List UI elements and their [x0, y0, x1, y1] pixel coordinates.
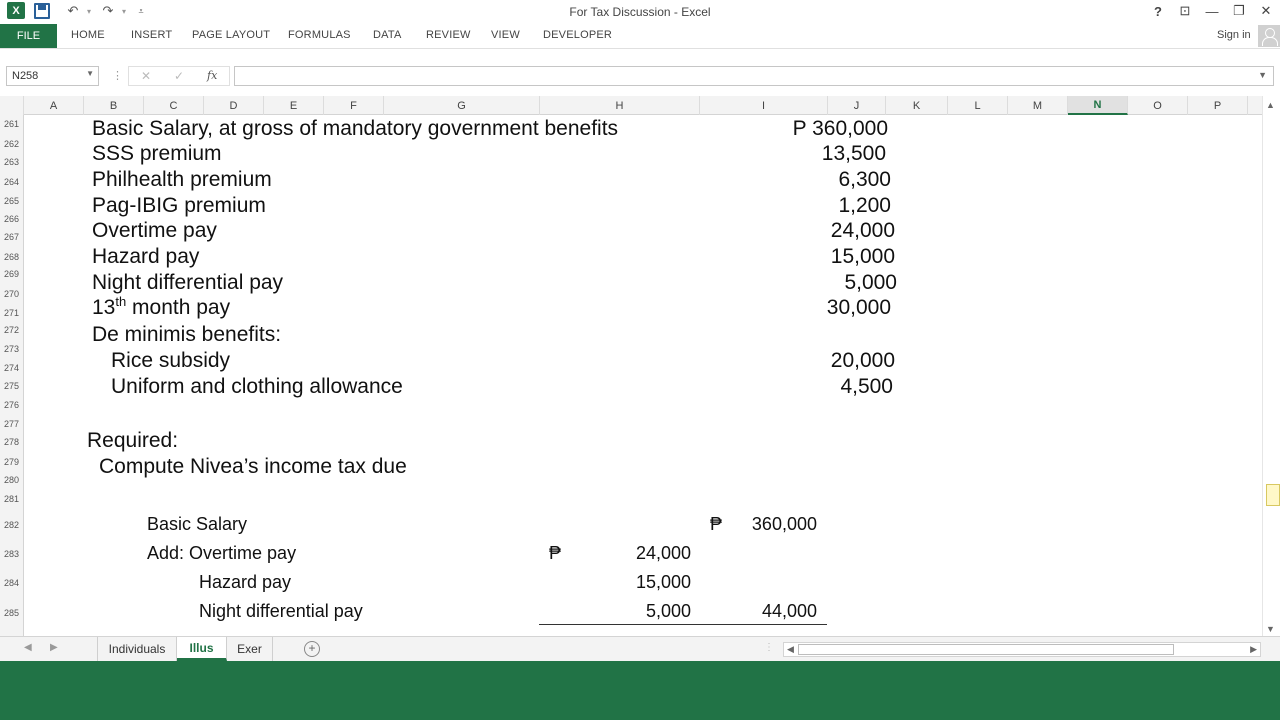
hazard-label: Hazard pay [199, 572, 292, 592]
peso-sign: ₱ [710, 514, 723, 534]
tab-formulas[interactable]: FORMULAS [288, 29, 351, 41]
item-amount: 13,500 [821, 142, 886, 165]
row-header[interactable]: 271 [3, 308, 20, 318]
row-header[interactable]: 281 [3, 494, 20, 504]
item-label: Basic Salary, at gross of mandatory government benefits [92, 117, 619, 140]
title-bar [0, 0, 1280, 24]
tab-home[interactable]: HOME [71, 29, 105, 41]
scroll-right-icon[interactable]: ▶ [1250, 644, 1257, 654]
overtime-amount: 24,000 [635, 543, 691, 563]
tab-file[interactable]: FILE [0, 24, 57, 48]
row-header[interactable]: 282 [3, 520, 20, 530]
row-header[interactable]: 277 [3, 419, 20, 429]
scroll-down-icon[interactable]: ▼ [1266, 624, 1275, 634]
close-icon[interactable]: ✕ [1260, 3, 1272, 18]
horizontal-scrollbar[interactable] [783, 642, 1261, 657]
formula-buttons [128, 66, 230, 86]
tab-developer[interactable]: DEVELOPER [543, 29, 613, 41]
required-text: Compute Nivea’s income tax due [99, 455, 407, 478]
row-header[interactable]: 279 [3, 457, 20, 467]
formula-bar-grip-icon[interactable]: ⋮ [112, 70, 123, 82]
item-amount: 24,000 [830, 219, 895, 242]
column-header[interactable]: O [1128, 96, 1188, 115]
row-header[interactable]: 261 [3, 119, 20, 129]
ordinal-superscript: th [115, 294, 127, 309]
row-header[interactable]: 275 [3, 381, 20, 391]
column-header[interactable]: J [828, 96, 886, 115]
item-label: De minimis benefits: [92, 323, 282, 346]
item-amount: 1,200 [838, 194, 891, 217]
item-label-suffix: month pay [126, 296, 231, 319]
ribbon-tab-bar [0, 24, 1280, 48]
item-label: Night differential pay [92, 271, 284, 294]
column-header[interactable]: B [84, 96, 144, 115]
column-header-selected[interactable]: N [1068, 96, 1128, 115]
sign-in-link[interactable]: Sign in [1217, 29, 1251, 41]
horizontal-scroll-thumb[interactable] [798, 644, 1174, 655]
row-header[interactable]: 267 [3, 232, 20, 242]
sheet-tab-illus[interactable]: Illus [177, 637, 227, 661]
required-heading: Required: [87, 429, 179, 452]
chevron-down-icon[interactable]: ▼ [86, 69, 94, 78]
tab-split-handle-icon[interactable]: ⋮ [764, 642, 774, 653]
column-header[interactable]: A [24, 96, 84, 115]
row-header[interactable]: 278 [3, 437, 20, 447]
item-label [92, 296, 230, 320]
item-amount: 4,500 [840, 375, 893, 398]
name-box-value: N258 [12, 70, 39, 82]
tab-data[interactable]: DATA [373, 29, 402, 41]
avatar-icon[interactable] [1258, 25, 1280, 47]
row-header[interactable]: 280 [3, 475, 20, 485]
customize-qat-icon[interactable]: ⩡ [138, 5, 144, 16]
column-header[interactable]: L [948, 96, 1008, 115]
column-header[interactable]: C [144, 96, 204, 115]
hazard-amount: 15,000 [635, 572, 691, 592]
row-header[interactable]: 262 [3, 139, 20, 149]
row-header[interactable]: 276 [3, 400, 20, 410]
basic-salary-amount: 360,000 [751, 514, 817, 534]
item-amount: 15,000 [830, 245, 895, 268]
row-header[interactable]: 268 [3, 252, 20, 262]
column-header[interactable]: I [700, 96, 828, 115]
row-header[interactable]: 273 [3, 344, 20, 354]
row-header[interactable]: 274 [3, 363, 20, 373]
row-header[interactable]: 269 [3, 269, 20, 279]
undo-dropdown-icon[interactable]: ▾ [86, 6, 91, 16]
worksheet-grid [0, 96, 1262, 636]
item-amount: 30,000 [826, 296, 891, 319]
mouse-pointer-icon [1266, 484, 1280, 506]
item-amount: 20,000 [830, 349, 895, 372]
column-header[interactable]: K [886, 96, 948, 115]
item-label: Rice subsidy [111, 349, 231, 372]
night-differential-label: Night differential pay [199, 601, 363, 621]
row-header[interactable]: 284 [3, 578, 20, 588]
column-header[interactable]: M [1008, 96, 1068, 115]
prev-sheet-icon[interactable]: ◀ [24, 642, 32, 653]
excel-logo-icon: X [7, 2, 25, 19]
row-headers [0, 115, 24, 636]
row-header[interactable]: 270 [3, 289, 20, 299]
cancel-icon[interactable]: ✕ [141, 69, 152, 83]
night-differential-amount: 5,000 [645, 601, 691, 621]
item-label: SSS premium [92, 142, 222, 165]
scroll-left-icon[interactable]: ◀ [787, 644, 794, 654]
formula-bar [0, 48, 1280, 96]
expand-formula-bar-icon[interactable]: ▼ [1258, 70, 1267, 80]
peso-sign: ₱ [549, 543, 562, 563]
add-sheet-icon[interactable]: + [304, 641, 320, 657]
row-header[interactable]: 265 [3, 196, 20, 206]
insert-function-icon[interactable]: fx [207, 69, 218, 82]
redo-icon[interactable]: ↷ [102, 3, 114, 18]
column-header[interactable]: G [384, 96, 540, 115]
sheet-tab-individuals[interactable]: Individuals [97, 637, 177, 661]
add-overtime-label: Add: Overtime pay [147, 543, 297, 563]
status-bar [0, 661, 1280, 720]
basic-salary-label: Basic Salary [147, 514, 248, 534]
name-box[interactable] [6, 66, 99, 86]
tab-page-layout[interactable]: PAGE LAYOUT [192, 29, 271, 41]
next-sheet-icon[interactable]: ▶ [50, 642, 58, 653]
vertical-scrollbar[interactable] [1262, 96, 1280, 636]
enter-icon[interactable]: ✓ [174, 69, 185, 83]
row-header[interactable]: 266 [3, 214, 20, 224]
select-all-corner[interactable] [0, 96, 24, 115]
window-title: For Tax Discussion - Excel [569, 5, 711, 19]
column-header[interactable]: D [204, 96, 264, 115]
item-label: Pag-IBIG premium [92, 194, 266, 217]
tab-view[interactable]: VIEW [491, 29, 520, 41]
help-icon[interactable]: ? [1154, 3, 1162, 19]
item-label: Overtime pay [92, 219, 217, 242]
sheet-tab-exer[interactable]: Exer [227, 637, 273, 661]
ribbon-display-options-icon[interactable]: ⊡ [1179, 3, 1191, 18]
item-label-prefix: 13 [92, 296, 116, 319]
row-header[interactable]: 272 [3, 325, 20, 335]
row-header[interactable]: 283 [3, 549, 20, 559]
column-headers [0, 96, 1262, 115]
subtotal-amount: 44,000 [761, 601, 817, 621]
item-label: Hazard pay [92, 245, 200, 268]
column-header[interactable]: P [1188, 96, 1248, 115]
item-amount: 6,300 [838, 168, 891, 191]
subtotal-rule [539, 624, 827, 625]
sheet-tab-bar [0, 636, 1280, 661]
formula-input[interactable] [234, 66, 1274, 86]
item-label: Uniform and clothing allowance [111, 375, 403, 398]
item-label: Philhealth premium [92, 168, 272, 191]
minimize-icon[interactable]: — [1205, 3, 1219, 19]
row-header[interactable]: 264 [3, 177, 20, 187]
redo-dropdown-icon[interactable]: ▾ [121, 6, 126, 16]
column-header[interactable]: H [540, 96, 700, 115]
column-header[interactable]: F [324, 96, 384, 115]
restore-icon[interactable]: ❐ [1233, 3, 1245, 18]
item-amount: 5,000 [844, 271, 897, 294]
row-header[interactable]: 285 [3, 608, 20, 618]
tab-review[interactable]: REVIEW [426, 29, 471, 41]
row-header[interactable]: 263 [3, 157, 20, 167]
tab-insert[interactable]: INSERT [131, 29, 173, 41]
item-amount: P 360,000 [792, 117, 888, 140]
undo-icon[interactable]: ↶ [67, 3, 79, 18]
cell-area[interactable] [24, 115, 1262, 636]
column-header[interactable]: E [264, 96, 324, 115]
scroll-up-icon[interactable]: ▲ [1266, 100, 1275, 110]
